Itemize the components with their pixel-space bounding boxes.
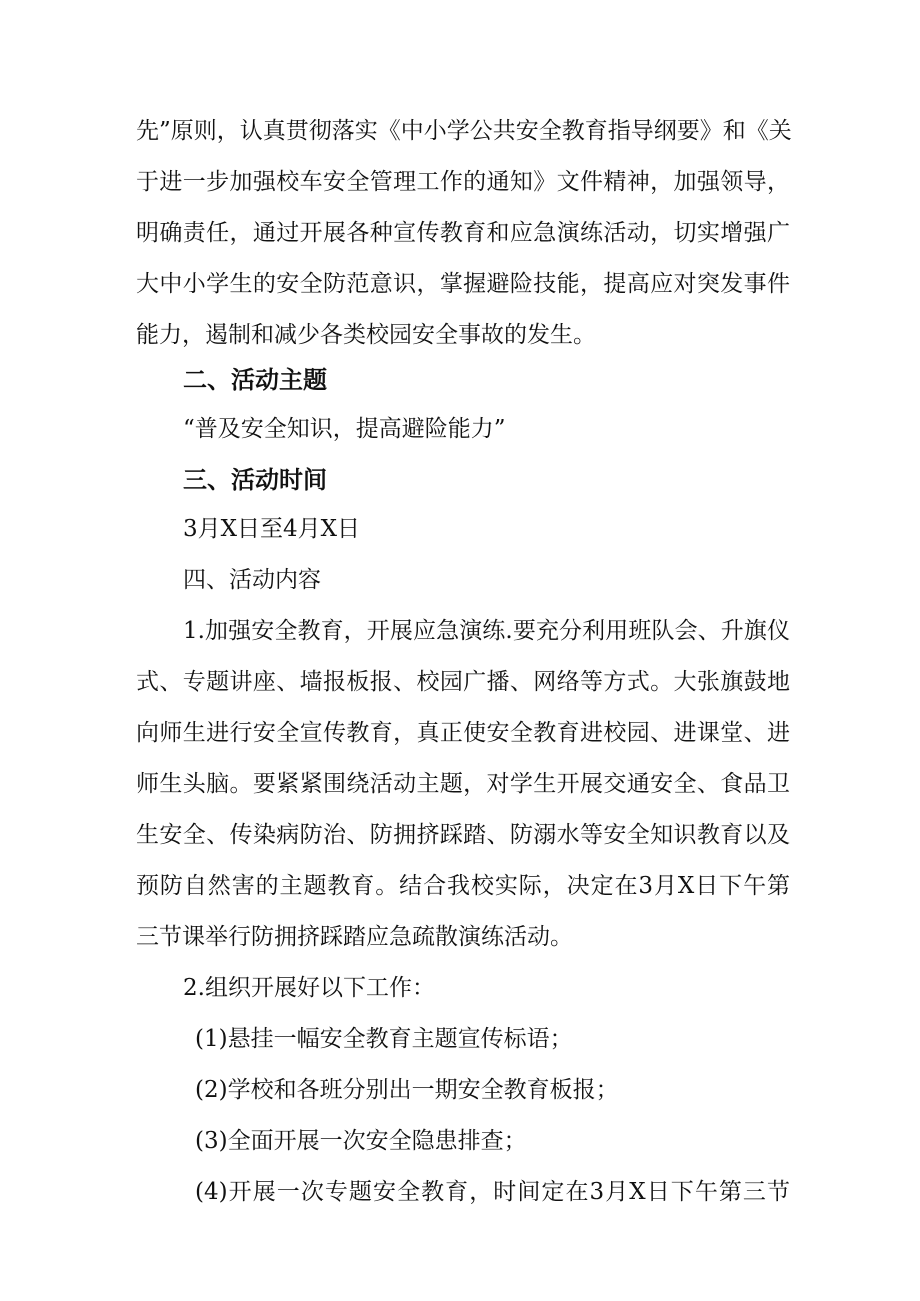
item1-line-6: 预防自然害的主题教育。结合我校实际，决定在3月X日下午第	[136, 873, 790, 899]
section-heading-theme: 二、活动主题	[183, 366, 327, 394]
item1-line-1: 1.加强安全教育，开展应急演练.要充分利用班队会、升旗仪	[183, 618, 790, 644]
item2-subitem-4: (4)开展一次专题安全教育，时间定在3月X日下午第三节	[195, 1179, 790, 1205]
item2-title: 2.组织开展好以下工作：	[183, 975, 435, 1001]
item1-line-3: 向师生进行安全宣传教育，真正使安全教育进校园、进课堂、进	[136, 720, 790, 746]
item1-line-4: 师生头脑。要紧紧围绕活动主题，对学生开展交通安全、食品卫	[136, 771, 790, 797]
intro-line-1: 先”原则，认真贯彻落实《中小学公共安全教育指导纲要》和《关	[136, 118, 792, 144]
item1-line-5: 生安全、传染病防治、防拥挤踩踏、防溺水等安全知识教育以及	[136, 822, 790, 848]
intro-line-5: 能力，遏制和减少各类校园安全事故的发生。	[136, 322, 596, 348]
intro-line-2: 于进一步加强校车安全管理工作的通知》文件精神，加强领导，	[136, 169, 790, 195]
item1-line-2: 式、专题讲座、墙报板报、校园广播、网络等方式。大张旗鼓地	[136, 669, 790, 695]
item2-subitem-3: (3)全面开展一次安全隐患排查；	[195, 1128, 527, 1154]
activity-time-text: 3月X日至4月X日	[183, 516, 361, 542]
item2-subitem-1: (1)悬挂一幅安全教育主题宣传标语；	[195, 1026, 573, 1052]
section-heading-content: 四、活动内容	[183, 567, 321, 593]
section-heading-time: 三、活动时间	[183, 466, 327, 494]
item2-subitem-2: (2)学校和各班分别出一期安全教育板报；	[195, 1077, 619, 1103]
activity-theme-text: “普及安全知识，提高避险能力”	[183, 416, 506, 442]
intro-line-3: 明确责任，通过开展各种宣传教育和应急演练活动，切实增强广	[136, 220, 790, 246]
intro-line-4: 大中小学生的安全防范意识，掌握避险技能，提高应对突发事件	[136, 271, 790, 297]
item1-line-7: 三节课举行防拥挤踩踏应急疏散演练活动。	[136, 924, 573, 950]
